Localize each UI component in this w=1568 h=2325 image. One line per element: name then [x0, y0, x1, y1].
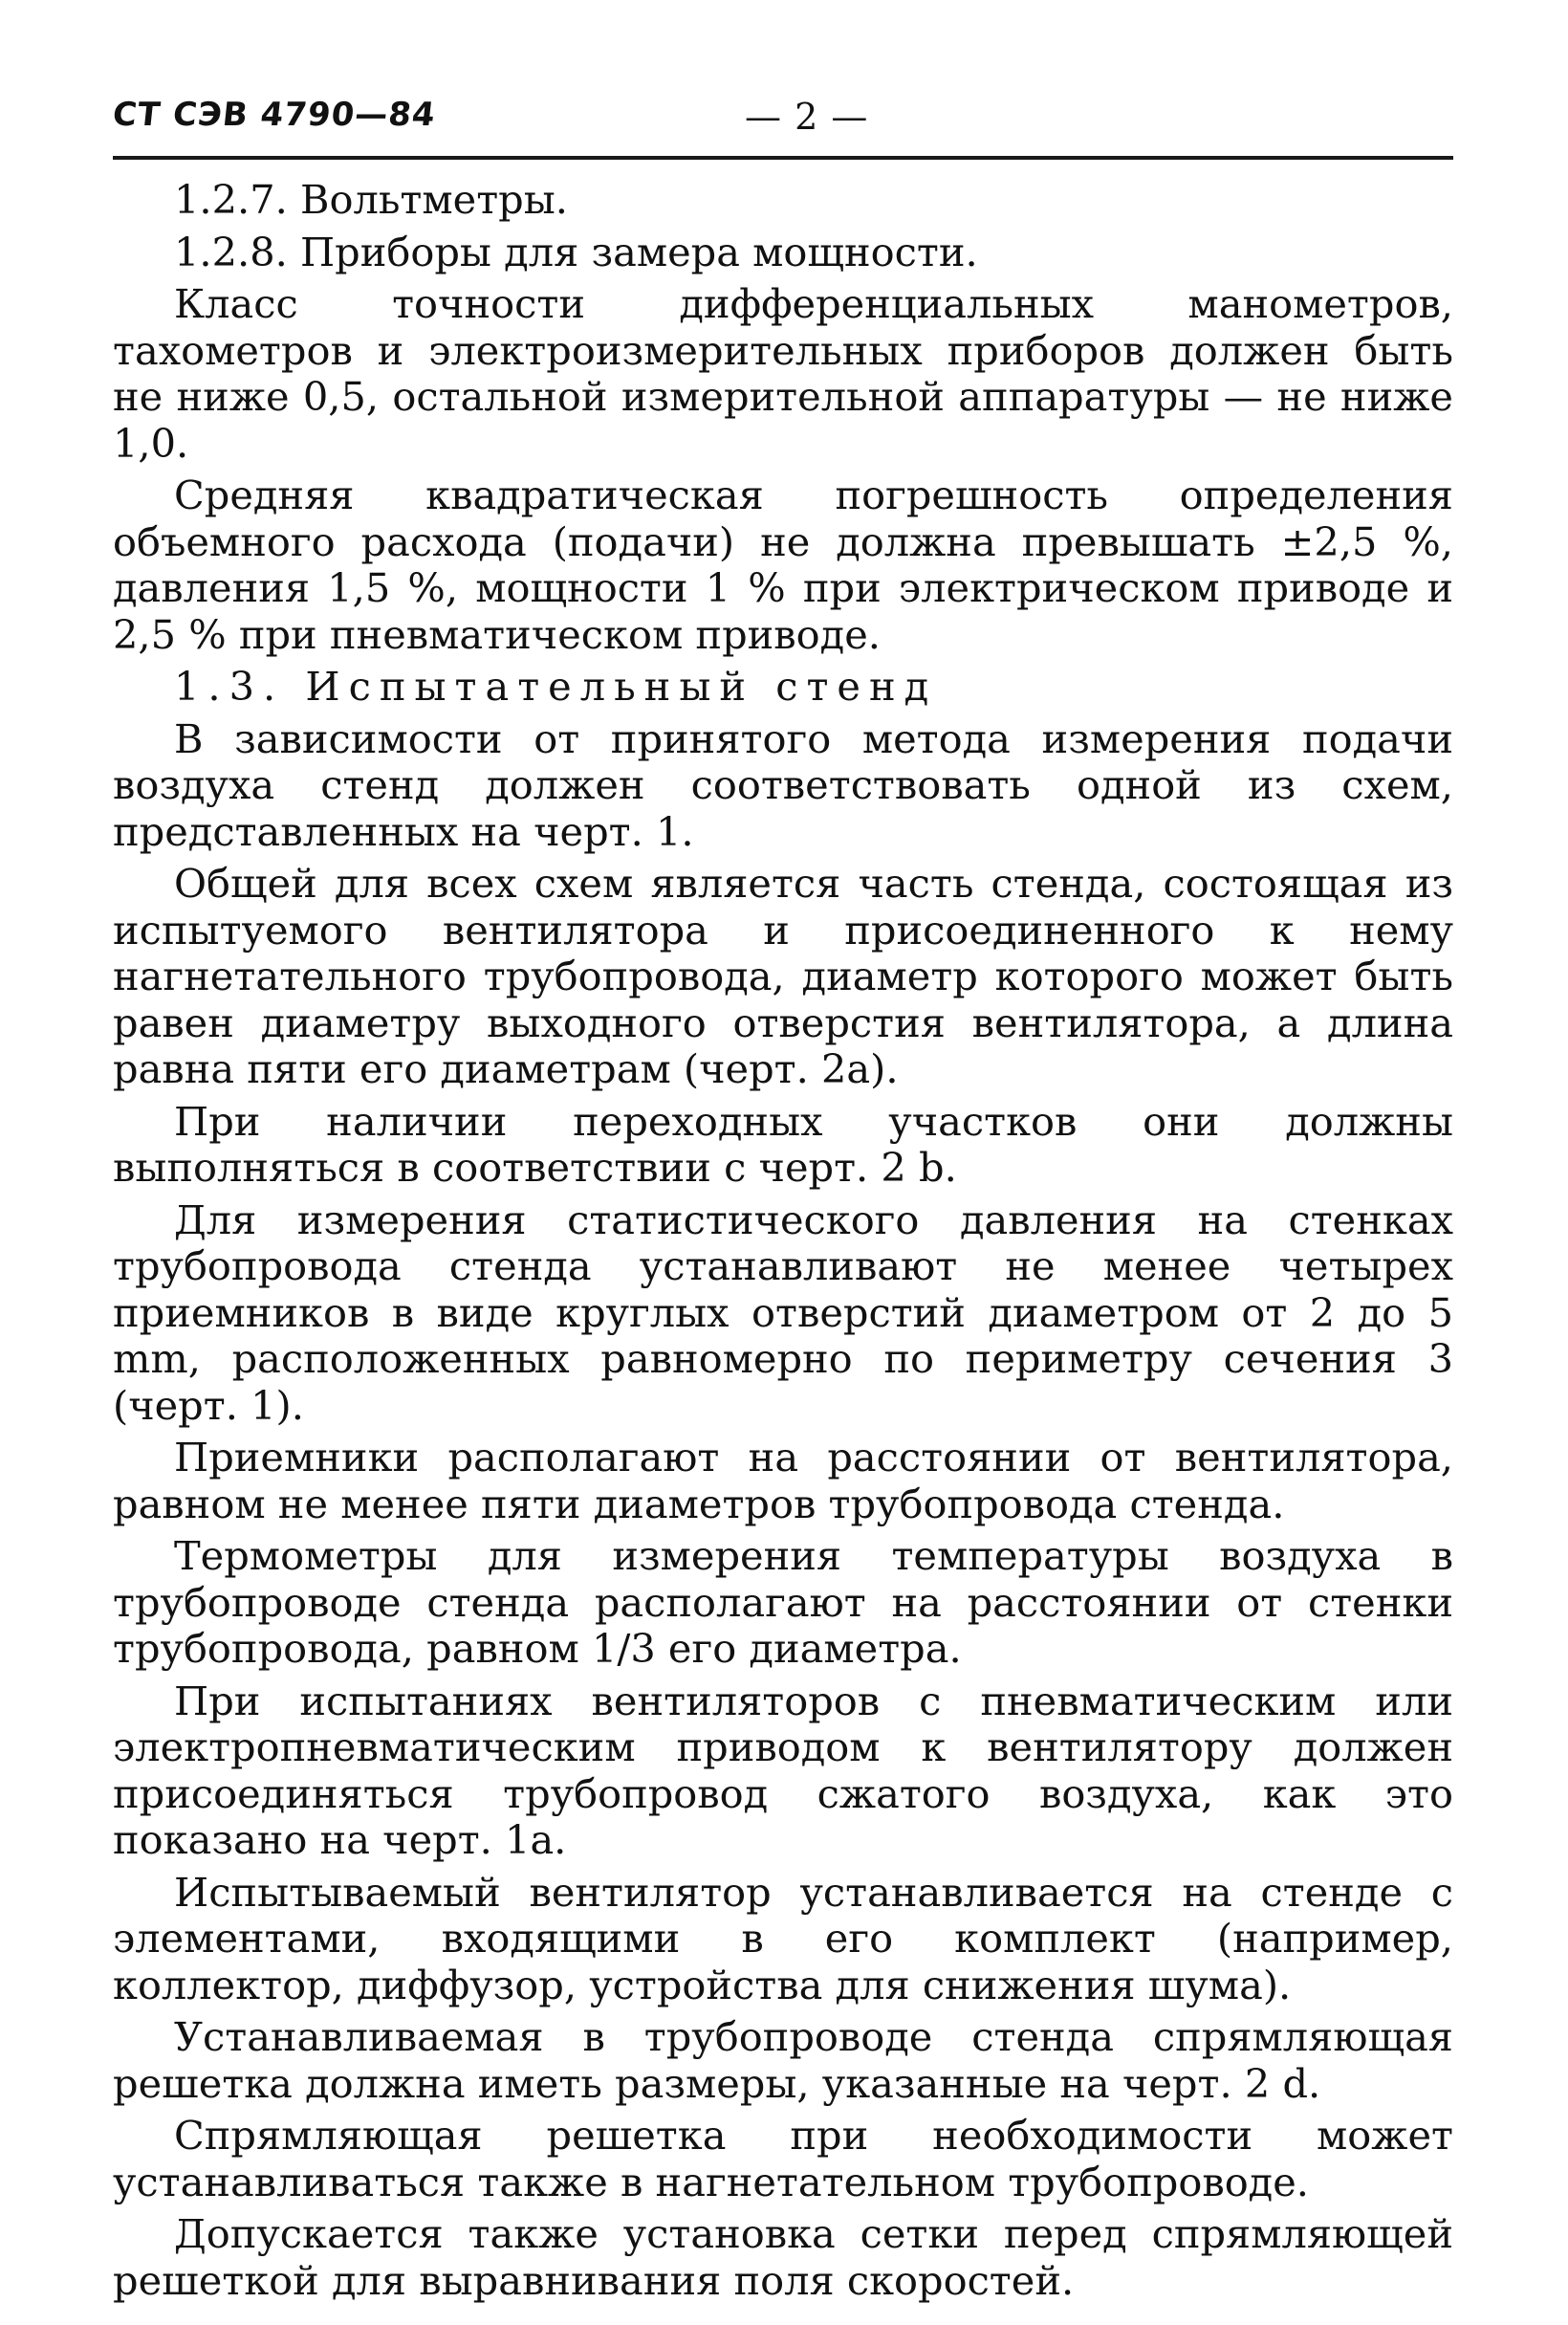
- paragraph-stand-schemes: В зависимости от принятого метода измерения подачи воздуха стенд должен соответствовать одной из схем, представленных на черт. 1.: [113, 714, 1453, 855]
- section-heading-test-stand: 1.3. Испытательный стенд: [174, 663, 938, 710]
- document-body: [113, 177, 1453, 2304]
- page-header: [110, 96, 1453, 153]
- paragraph-grid-discharge: Спрямляющая решетка при необходимости может устанавливаться также в нагнетательном трубопроводе.: [113, 2112, 1453, 2205]
- paragraph-thermometers: Термометры для измерения температуры воздуха в трубопроводе стенда располагают на расстоянии от стенки трубопровода, равном 1/3 его диаметра.: [113, 1532, 1453, 1672]
- paragraph-common-part: Общей для всех схем является часть стенда, состоящая из испытуемого вентилятора и присоединенного к нему нагнетательного трубопровода, диаметр которого может быть равен диаметру выходного отверстия вентилятора, а длина равна пяти его диаметрам (черт. 2а).: [113, 860, 1453, 1092]
- paragraph-accuracy-class: Класс точности дифференциальных манометров, тахометров и электроизмерительных приборов должен быть не ниже 0,5, остальной измерительной аппаратуры — не ниже 1,0.: [113, 280, 1453, 467]
- paragraph-transition-sections: При наличии переходных участков они должны выполняться в соответствии с черт. 2 b.: [113, 1097, 1453, 1191]
- paragraph-fan-elements: Испытываемый вентилятор устанавливается на стенде с элементами, входящими в его комплект (например, коллектор, диффузор, устройства для снижения шума).: [113, 1868, 1453, 2008]
- item-1-2-7: 1.2.7. Вольтметры.: [174, 176, 568, 223]
- paragraph-pneumatic-drive: При испытаниях вентиляторов с пневматическим или электропневматическим приводом к вентилятору должен присоединяться трубопровод сжатого воздуха, как это показано на черт. 1а.: [113, 1677, 1453, 1863]
- paragraph-mean-square-error: Средняя квадратическая погрешность определения объемного расхода (подачи) не должна превышать ±2,5 %, давления 1,5 %, мощности 1 % при электрическом приводе и 2,5 % при пневматическом приводе.: [113, 472, 1453, 658]
- paragraph-receivers: Приемники располагают на расстоянии от вентилятора, равном не менее пяти диаметров трубопровода стенда.: [113, 1434, 1453, 1527]
- item-1-2-8: 1.2.8. Приборы для замера мощности.: [174, 228, 978, 275]
- paragraph-static-pressure: Для измерения статистического давления на стенках трубопровода стенда устанавливают не менее четырех приемников в виде круглых отверстий диаметром от 2 до 5 mm, расположенных равномерно по периметру сечения 3 (черт. 1).: [113, 1195, 1453, 1429]
- page-number: — 2 —: [745, 96, 869, 138]
- paragraph-straightening-grid: Устанавливаемая в трубопроводе стенда спрямляющая решетка должна иметь размеры, указанные на черт. 2 d.: [113, 2013, 1453, 2107]
- document-code: СТ СЭВ 4790—84: [110, 96, 438, 134]
- paragraph-mesh: Допускается также установка сетки перед спрямляющей решеткой для выравнивания поля скоростей.: [113, 2210, 1453, 2304]
- header-divider: [113, 156, 1453, 160]
